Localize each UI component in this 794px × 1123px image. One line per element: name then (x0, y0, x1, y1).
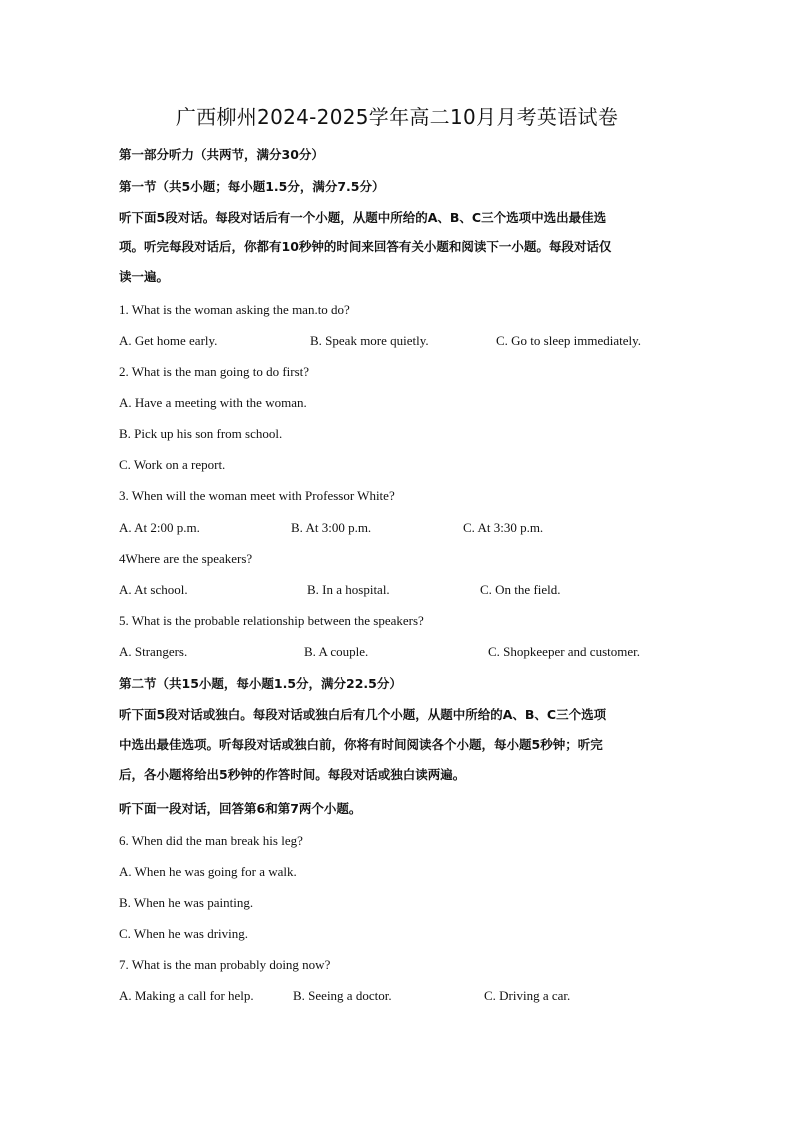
section2-instruction-line-3: 后，各小题将给出5秒钟的作答时间。每段对话或独白读两遍。 (119, 767, 466, 782)
question-7-option-a: A. Making a call for help. (119, 988, 254, 1003)
question-5-option-a: A. Strangers. (119, 644, 188, 659)
question-3-option-c: C. At 3:30 p.m. (463, 520, 544, 535)
section1-instruction-line-1: 听下面5段对话。每段对话后有一个小题，从题中所给的A、B、C三个选项中选出最佳选 (119, 210, 607, 225)
section2-heading: 第二节（共15小题，每小题1.5分，满分22.5分） (119, 676, 402, 691)
section1-instruction-line-2: 项。听完每段对话后，你都有10秒钟的时间来回答有关小题和阅读下一小题。每段对话仅 (119, 239, 612, 254)
question-1-option-c: C. Go to sleep immediately. (496, 333, 642, 348)
group-heading: 听下面一段对话，回答第6和第7两个小题。 (119, 801, 362, 816)
question-3-option-a: A. At 2:00 p.m. (119, 520, 200, 535)
question-7: 7. What is the man probably doing now? (119, 957, 331, 972)
question-3: 3. When will the woman meet with Professor White? (119, 488, 395, 503)
question-5: 5. What is the probable relationship between the speakers? (119, 613, 424, 628)
question-1: 1. What is the woman asking the man.to do? (119, 302, 350, 317)
page-title: 广西柳州2024-2025学年高二10月月考英语试卷 (175, 105, 619, 129)
question-1-option-b: B. Speak more quietly. (310, 333, 429, 348)
question-7-option-b: B. Seeing a doctor. (293, 988, 392, 1003)
section2-instruction-line-1: 听下面5段对话或独白。每段对话或独白后有几个小题，从题中所给的A、B、C三个选项 (119, 707, 607, 722)
question-7-option-c: C. Driving a car. (484, 988, 571, 1003)
question-6-option-a: A. When he was going for a walk. (119, 864, 297, 879)
question-4-option-a: A. At school. (119, 582, 188, 597)
question-6: 6. When did the man break his leg? (119, 833, 303, 848)
section1-heading: 第一节（共5小题；每小题1.5分，满分7.5分） (119, 179, 385, 194)
question-5-option-b: B. A couple. (304, 644, 369, 659)
question-4-option-b: B. In a hospital. (307, 582, 390, 597)
section1-instruction-line-3: 读一遍。 (119, 269, 170, 284)
question-4-option-c: C. On the field. (480, 582, 561, 597)
question-6-option-b: B. When he was painting. (119, 895, 254, 910)
question-6-option-c: C. When he was driving. (119, 926, 249, 941)
question-3-option-b: B. At 3:00 p.m. (291, 520, 372, 535)
question-2-option-b: B. Pick up his son from school. (119, 426, 283, 441)
question-2: 2. What is the man going to do first? (119, 364, 310, 379)
question-5-option-c: C. Shopkeeper and customer. (488, 644, 640, 659)
question-1-option-a: A. Get home early. (119, 333, 218, 348)
question-4: 4Where are the speakers? (119, 551, 253, 566)
section2-instruction-line-2: 中选出最佳选项。听每段对话或独白前，你将有时间阅读各个小题，每小题5秒钟；听完 (119, 737, 603, 752)
part1-heading: 第一部分听力（共两节，满分30分） (119, 147, 324, 162)
question-2-option-c: C. Work on a report. (119, 457, 226, 472)
question-2-option-a: A. Have a meeting with the woman. (119, 395, 307, 410)
